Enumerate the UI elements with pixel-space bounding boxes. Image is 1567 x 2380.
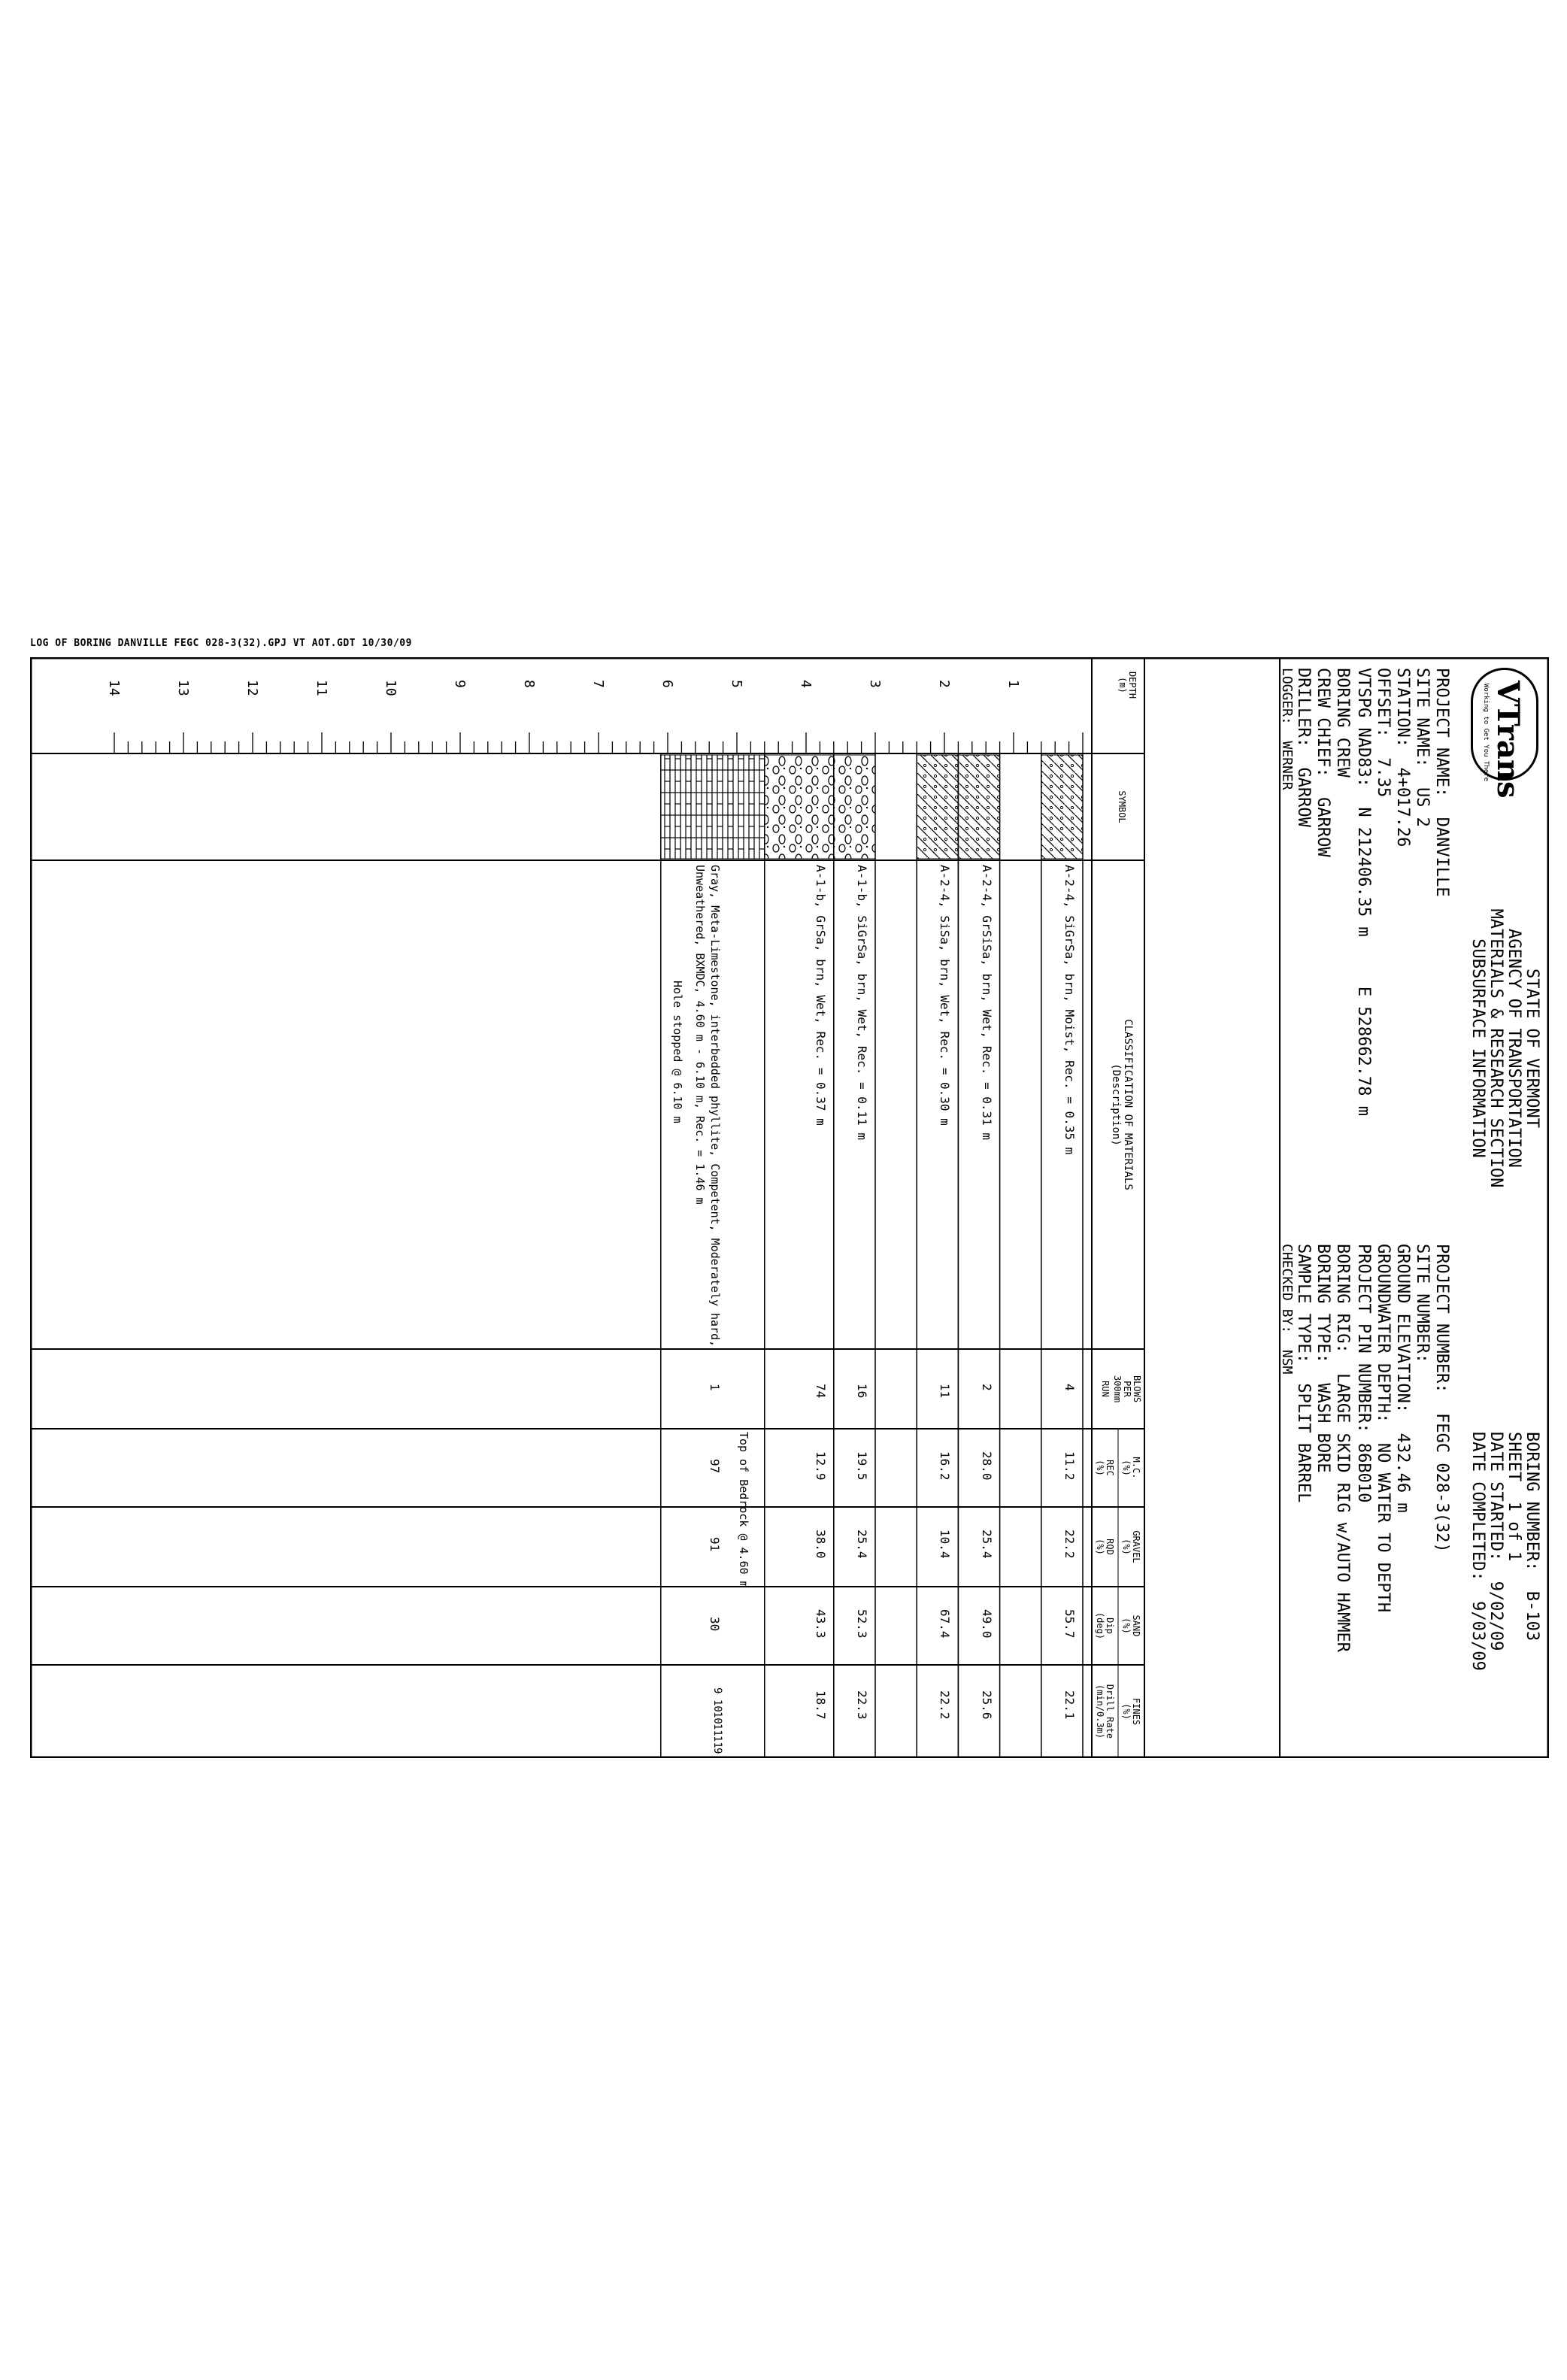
hole-stopped-label: Hole stopped @ 6.10 m	[671, 981, 684, 1123]
layer-description: A-1-b, GrSa, brn, Wet, Rec. = 0.37 m	[813, 865, 828, 1126]
drill-rate-value: 11	[711, 1736, 723, 1748]
depth-tick-label: 13	[175, 680, 191, 696]
soil-symbol	[958, 755, 999, 859]
layer-sand: 55.7	[1062, 1609, 1077, 1639]
layer-fines: 25.6	[979, 1690, 994, 1720]
header-classification: CLASSIFICATION OF MATERIALS (Description)	[1110, 1019, 1134, 1190]
bedrock-dip: 30	[708, 1617, 722, 1632]
bedrock-symbol	[661, 755, 765, 859]
header-drill-rate: Drill Rate (min/0.3m)	[1095, 1684, 1115, 1739]
layer-mc: 19.5	[855, 1451, 869, 1481]
logger: LOGGER: WERNER	[1279, 668, 1295, 790]
header-blows: BLOWS PER 300mm	[1112, 1375, 1142, 1403]
header-mc: M.C. (%)	[1121, 1457, 1141, 1479]
offset: OFFSET: 7.35	[1374, 668, 1393, 798]
header-dip: Dip (deg)	[1095, 1611, 1115, 1640]
layer-blows: 4	[1062, 1384, 1077, 1391]
depth-tick-label: 1	[1005, 680, 1021, 688]
depth-tick-label: 6	[659, 680, 675, 688]
driller: DRILLER: GARROW	[1294, 668, 1313, 827]
layer-fines: 18.7	[813, 1690, 828, 1720]
sheet-number: SHEET 1 of 1	[1505, 1432, 1523, 1562]
layer-blows: 11	[938, 1384, 953, 1399]
layer-gravel: 25.4	[979, 1530, 994, 1559]
depth-tick-label: 11	[314, 680, 329, 696]
header-depth: DEPTH (m)	[1117, 671, 1138, 699]
layer-description: A-2-4, GrSiSa, brn, Wet, Rec. = 0.31 m	[979, 865, 994, 1141]
drill-rate-value: 9	[711, 1748, 723, 1754]
depth-tick-label: 10	[383, 680, 399, 696]
layer-blows: 74	[813, 1384, 828, 1399]
layer-gravel: 10.4	[938, 1530, 953, 1559]
footer-file-label: LOG OF BORING DANVILLE FEGC 028-3(32).GPJ VT AOT.GDT 10/30/09	[30, 638, 412, 649]
soil-symbol	[765, 755, 834, 859]
date-completed: DATE COMPLETED: 9/03/09	[1468, 1432, 1487, 1671]
site-name: SITE NAME: US 2	[1413, 668, 1432, 827]
drill-rate-value: 10	[711, 1711, 723, 1724]
boring-crew: BORING CREW	[1333, 668, 1352, 778]
agency-line1: STATE OF VERMONT	[1523, 969, 1541, 1128]
header-run: RUN	[1100, 1381, 1111, 1397]
bedrock-run: 1	[708, 1384, 722, 1391]
vtrans-logo	[1471, 668, 1538, 799]
checked-by: CHECKED BY: NSM	[1279, 1244, 1295, 1375]
layer-fines: 22.3	[855, 1690, 869, 1720]
drill-rate-value: 11	[711, 1724, 723, 1736]
layer-gravel: 25.4	[855, 1530, 869, 1559]
header-gravel: GRAVEL (%)	[1121, 1530, 1141, 1563]
drill-rate-value: 10	[711, 1699, 723, 1712]
layer-gravel: 22.2	[1062, 1530, 1077, 1559]
depth-tick-label: 8	[521, 680, 537, 688]
depth-axis-ticks	[114, 732, 1083, 753]
bedrock-desc-line2: Unweathered, BXMDC, 4.60 m - 6.10 m, Rec. = 1.46 m	[693, 865, 707, 1205]
layer-description: A-2-4, SiGrSa, brn, Moist, Rec. = 0.35 m	[1062, 865, 1077, 1155]
rotated-log-form	[30, 657, 1549, 1758]
groundwater-depth: GROUNDWATER DEPTH: NO WATER TO DEPTH	[1374, 1244, 1393, 1613]
agency-line2: AGENCY OF TRANSPORTATION	[1505, 929, 1523, 1168]
agency-line3: MATERIALS & RESEARCH SECTION	[1487, 908, 1505, 1188]
date-started: DATE STARTED: 9/02/09	[1487, 1432, 1505, 1651]
layer-sand: 67.4	[938, 1609, 953, 1639]
layer-gravel: 38.0	[813, 1530, 828, 1559]
layer-sand: 52.3	[855, 1609, 869, 1639]
layer-mc: 12.9	[813, 1451, 828, 1481]
bedrock-rec: 97	[708, 1459, 722, 1474]
sample-type: SAMPLE TYPE: SPLIT BARREL	[1294, 1244, 1313, 1503]
depth-tick-label: 9	[452, 680, 468, 688]
bedrock-rqd: 91	[708, 1537, 722, 1552]
project-name: PROJECT NAME: DANVILLE	[1432, 668, 1451, 897]
layer-description: A-1-b, SiGrSa, brn, Wet, Rec. = 0.11 m	[855, 865, 869, 1141]
header-fines: FINES (%)	[1121, 1697, 1141, 1726]
layer-blows: 16	[855, 1384, 869, 1399]
depth-tick-label: 5	[729, 680, 744, 688]
logo-text: VTrans	[1490, 681, 1526, 799]
crew-chief: CREW CHIEF: GARROW	[1314, 668, 1332, 857]
logo-subtext: Working to Get You There	[1482, 684, 1490, 782]
layer-boundaries	[661, 753, 1083, 1758]
project-pin: PROJECT PIN NUMBER: 86B010	[1354, 1244, 1373, 1503]
top-of-bedrock-label: Top of Bedrock @ 4.60 m	[737, 1432, 750, 1588]
agency-line4: SUBSURFACE INFORMATION	[1468, 938, 1487, 1158]
site-number: SITE NUMBER:	[1413, 1244, 1432, 1363]
layer-mc: 28.0	[979, 1451, 994, 1481]
boring-rig: BORING RIG: LARGE SKID RIG w/AUTO HAMMER	[1333, 1244, 1352, 1653]
layer-sand: 49.0	[979, 1609, 994, 1639]
boring-log-sheet	[30, 657, 1549, 1758]
drill-rate-value: 9	[711, 1687, 723, 1694]
layer-sand: 43.3	[813, 1609, 828, 1639]
soil-symbol	[834, 755, 875, 859]
depth-tick-label: 2	[936, 680, 952, 688]
depth-tick-label: 3	[867, 680, 883, 688]
layer-description: A-2-4, SiSa, brn, Wet, Rec. = 0.30 m	[938, 865, 953, 1126]
layer-mc: 16.2	[938, 1451, 953, 1481]
soil-symbol-column	[661, 755, 1083, 859]
boring-type: BORING TYPE: WASH BORE	[1314, 1244, 1332, 1473]
header-symbol: SYMBOL	[1117, 790, 1127, 823]
depth-tick-label: 12	[244, 680, 260, 696]
soil-symbol	[917, 755, 958, 859]
header-sand: SAND (%)	[1121, 1614, 1141, 1637]
vtspg-coords: VTSPG NAD83: N 212406.35 m E 528662.78 m	[1354, 668, 1373, 1117]
depth-tick-label: 4	[798, 680, 814, 688]
header-rec: REC (%)	[1095, 1460, 1115, 1476]
station: STATION: 4+017.26	[1393, 668, 1412, 847]
layer-fines: 22.1	[1062, 1690, 1077, 1720]
depth-tick-label: 14	[106, 680, 122, 696]
soil-symbol	[1041, 755, 1083, 859]
layer-fines: 22.2	[938, 1690, 953, 1720]
layer-blows: 2	[979, 1384, 994, 1391]
project-number: PROJECT NUMBER: FEGC 028-3(32)	[1432, 1244, 1451, 1553]
layer-mc: 11.2	[1062, 1451, 1077, 1481]
bedrock-desc-line1: Gray, Meta-Limestone, interbedded phyllite, Competent, Moderately hard,	[708, 865, 722, 1348]
boring-number: BORING NUMBER: B-103	[1523, 1432, 1541, 1642]
header-rqd: RQD (%)	[1095, 1539, 1115, 1555]
ground-elevation: GROUND ELEVATION: 432.46 m	[1393, 1244, 1412, 1513]
depth-tick-label: 7	[590, 680, 606, 688]
